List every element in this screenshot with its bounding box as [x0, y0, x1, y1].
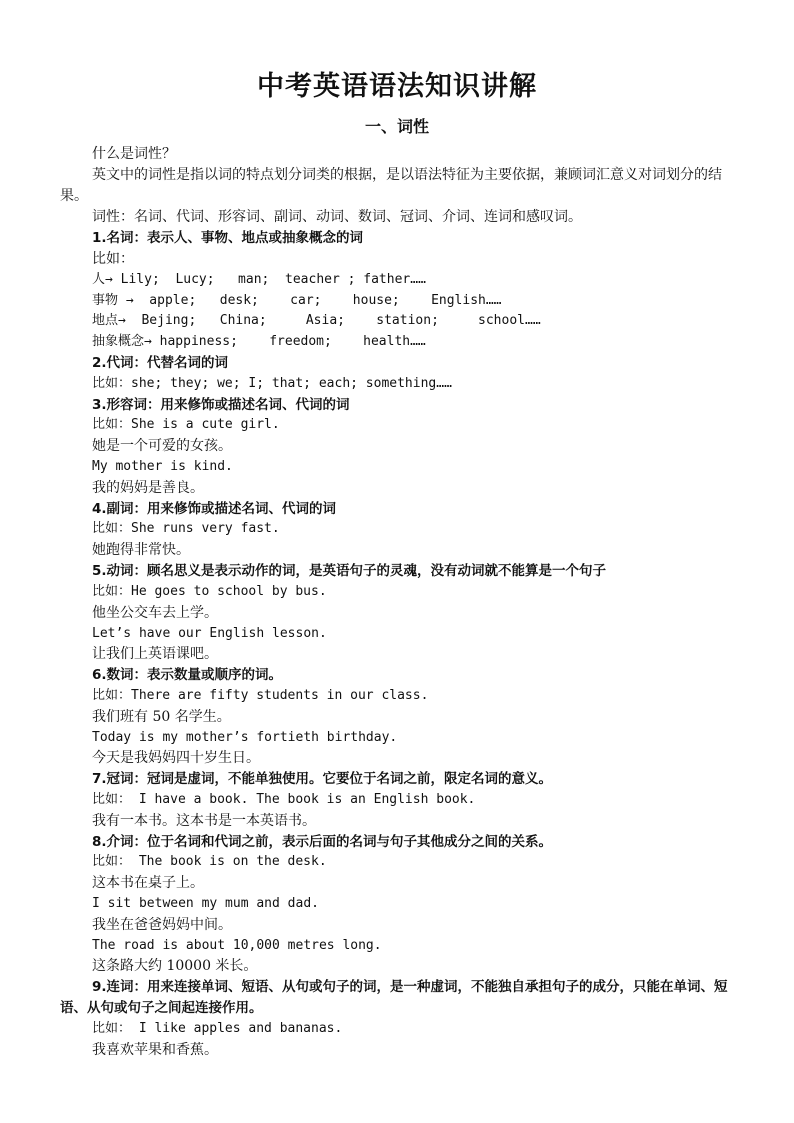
article-example-1: 比如： I have a book. The book is an English book.: [92, 792, 476, 807]
pronoun-example: 比如：she; they; we; I; that; each; something……: [92, 376, 452, 391]
noun-places-line: 地点→ Bejing; China; Asia; station; school……: [92, 313, 541, 328]
preposition-example-1: 比如： The book is on the desk.: [92, 854, 327, 869]
question-line: 什么是词性？: [92, 146, 176, 162]
word-class-list: 词性：名词、代词、形容词、副词、动词、数词、冠词、介词、连词和感叹词。: [92, 209, 582, 225]
preposition-heading: 8.介词：位于名词和代词之前，表示后面的名词与句子其他成分之间的关系。: [92, 834, 553, 850]
adjective-example-2-cn: 我的妈妈是善良。: [92, 480, 204, 496]
section-title: 一、词性: [364, 117, 429, 136]
preposition-example-3: The road is about 10,000 metres long.: [92, 938, 382, 953]
adverb-heading: 4.副词：用来修饰或描述名词、代词的词: [92, 501, 337, 517]
verb-example-1: 比如：He goes to school by bus.: [92, 584, 327, 599]
numeral-example-1-cn: 我们班有 50 名学生。: [92, 709, 231, 725]
adjective-heading: 3.形容词：用来修饰或描述名词、代词的词: [92, 397, 350, 413]
numeral-heading: 6.数词：表示数量或顺序的词。: [92, 667, 283, 683]
numeral-example-2-cn: 今天是我妈妈四十岁生日。: [92, 750, 260, 766]
conjunction-example-1: 比如： I like apples and bananas.: [92, 1021, 343, 1036]
preposition-example-1-cn: 这本书在桌子上。: [92, 875, 204, 891]
verb-example-2-cn: 让我们上英语课吧。: [92, 646, 218, 662]
preposition-example-2-cn: 我坐在爸爸妈妈中间。: [92, 917, 232, 933]
numeral-example-2: Today is my mother’s fortieth birthday.: [92, 730, 398, 745]
verb-example-1-cn: 他坐公交车去上学。: [92, 605, 218, 621]
page-title: 中考英语语法知识讲解: [257, 71, 537, 102]
verb-example-2: Let’s have our English lesson.: [92, 626, 327, 641]
article-example-1-cn: 我有一本书。这本书是一本英语书。: [92, 813, 316, 829]
noun-abstract-line: 抽象概念→ happiness; freedom; health……: [92, 334, 426, 349]
intro-paragraph: 英文中的词性是指以词的特点划分词类的根据，是以语法特征为主要依据，兼顾词汇意义对词划分的结果。: [60, 167, 722, 204]
noun-things-line: 事物 → apple; desk; car; house; English……: [92, 293, 502, 308]
preposition-example-2: I sit between my mum and dad.: [92, 896, 319, 911]
adjective-example-2: My mother is kind.: [92, 459, 233, 474]
article-heading: 7.冠词：冠词是虚词，不能单独使用。它要位于名词之前，限定名词的意义。: [92, 771, 553, 787]
noun-heading: 1.名词：表示人、事物、地点或抽象概念的词: [92, 230, 364, 246]
noun-people-line: 人→ Lily; Lucy; man; teacher ; father……: [92, 272, 426, 287]
numeral-example-1: 比如：There are fifty students in our class.: [92, 688, 429, 703]
noun-example-label: 比如：: [92, 251, 134, 267]
conjunction-example-1-cn: 我喜欢苹果和香蕉。: [92, 1042, 218, 1058]
pronoun-heading: 2.代词：代替名词的词: [92, 355, 229, 371]
verb-heading: 5.动词：顾名思义是表示动作的词，是英语句子的灵魂，没有动词就不能算是一个句子: [92, 563, 607, 579]
adverb-example-1-cn: 她跑得非常快。: [92, 542, 190, 558]
adverb-example-1: 比如：She runs very fast.: [92, 521, 280, 536]
adjective-example-1: 比如：She is a cute girl.: [92, 417, 280, 432]
conjunction-heading: 9.连词：用来连接单词、短语、从句或句子的词，是一种虚词，不能独自承担句子的成分，只能在单词、短语、从句或句子之间起连接作用。: [60, 979, 728, 1016]
adjective-example-1-cn: 她是一个可爱的女孩。: [92, 438, 232, 454]
preposition-example-3-cn: 这条路大约 10000 米长。: [92, 958, 258, 974]
